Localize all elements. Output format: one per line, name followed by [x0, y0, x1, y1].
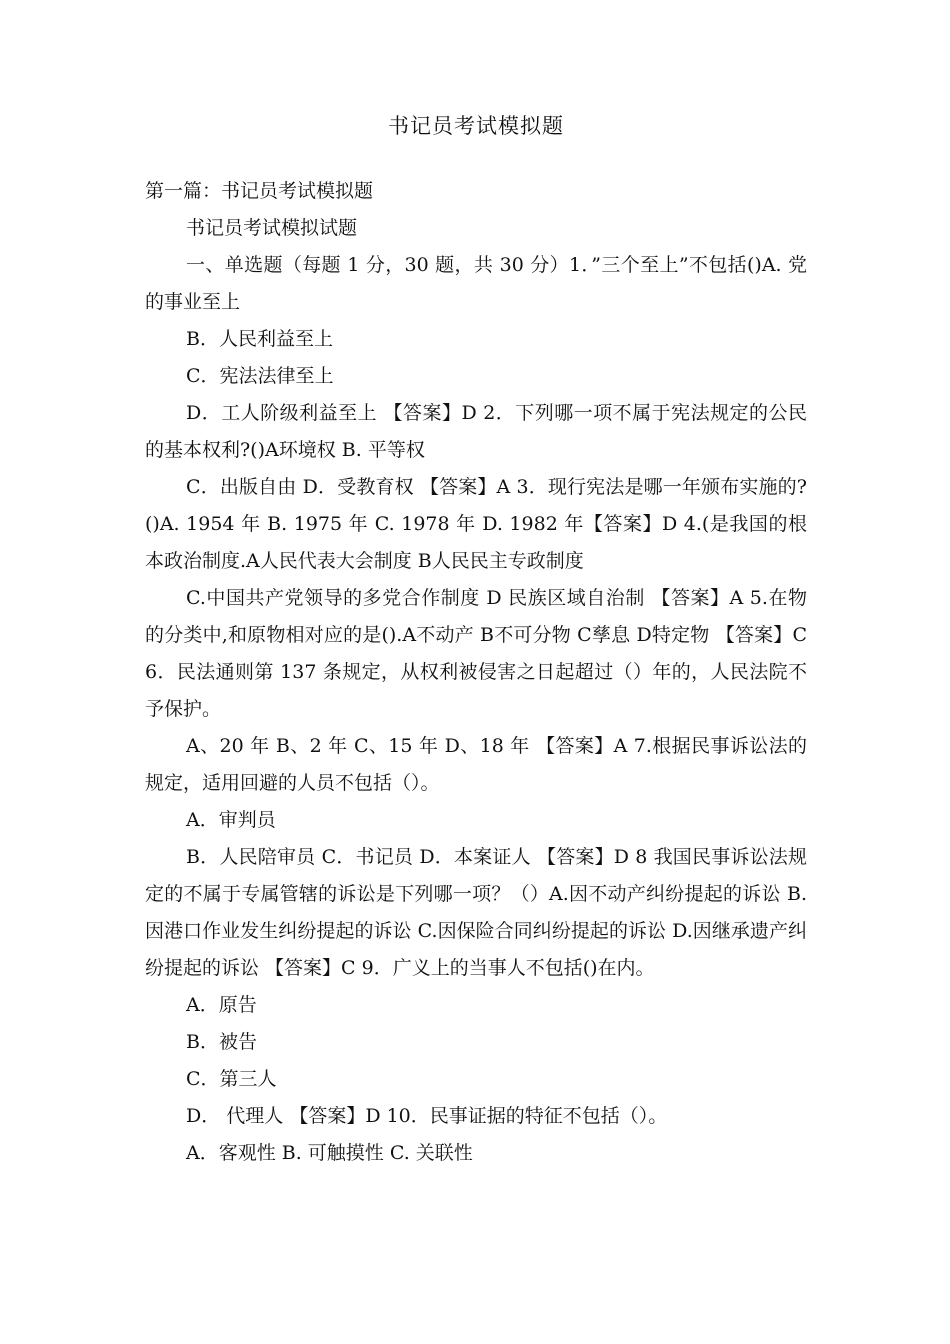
section-heading: 第一篇：书记员考试模拟题: [145, 180, 374, 202]
paragraph: A、20 年 B、2 年 C、15 年 D、18 年 【答案】A 7.根据民事诉讼法的规定，适用回避的人员不包括（）。: [145, 735, 807, 794]
paragraph: D．工人阶级利益至上 【答案】D 2．下列哪一项不属于宪法规定的公民的基本权利?()A环境权 B. 平等权: [145, 402, 807, 461]
document-title: 书记员考试模拟题: [388, 114, 564, 138]
paragraph: A．客观性 B. 可触摸性 C. 关联性: [186, 1142, 473, 1164]
subsection-heading: 书记员考试模拟试题: [186, 217, 358, 239]
paragraph: B．人民利益至上: [186, 328, 333, 350]
paragraph: 一、单选题（每题 1 分，30 题，共 30 分）1．”三个至上”不包括()A. 党的事业至上: [145, 254, 807, 313]
document-body: [145, 173, 807, 1172]
paragraph: A．审判员: [186, 809, 276, 831]
paragraph: C．第三人: [186, 1068, 277, 1090]
paragraph: B．人民陪审员 C．书记员 D．本案证人 【答案】D 8 我国民事诉讼法规定的不属于专属管辖的诉讼是下列哪一项？（）A.因不动产纠纷提起的诉讼 B.因港口作业发生纠纷提起的诉讼 C.因保险合同纠纷提起的诉讼 D.因继承遗产纠纷提起的诉讼 【答案】C 9．广义上的当事人不包括()在内。: [145, 846, 807, 979]
paragraph: A．原告: [186, 994, 257, 1016]
paragraph: D． 代理人 【答案】D 10．民事证据的特征不包括（）。: [186, 1105, 668, 1127]
paragraph: C.中国共产党领导的多党合作制度 D 民族区域自治制 【答案】A 5.在物的分类中,和原物相对应的是().A不动产 B不可分物 C孳息 D特定物 【答案】C 6．民法通则第 137 条规定，从权利被侵害之日起超过（）年的，人民法院不予保护。: [145, 587, 807, 720]
paragraph: C．宪法法律至上: [186, 365, 334, 387]
paragraph: C．出版自由 D．受教育权 【答案】A 3．现行宪法是哪一年颁布实施的?()A. 1954 年 B. 1975 年 C. 1978 年 D. 1982 年【答案】D 4.(是我国的根本政治制度.A人民代表大会制度 B人民民主专政制度: [145, 476, 807, 572]
paragraph: B．被告: [186, 1031, 257, 1053]
